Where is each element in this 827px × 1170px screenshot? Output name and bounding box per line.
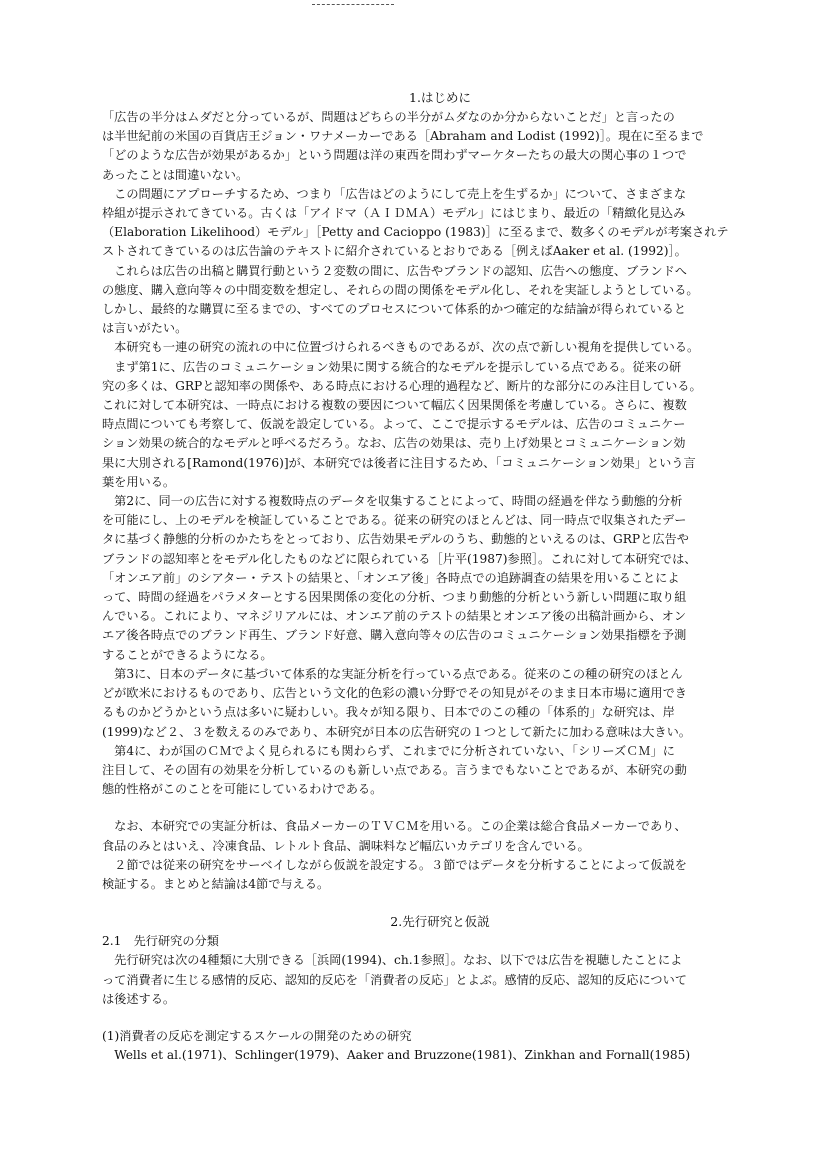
text-line: まず第1に、広告のコミュニケーション効果に関する統合的なモデルを提示している点である。従来の研 bbox=[102, 359, 682, 374]
paragraph bbox=[102, 492, 778, 665]
paragraph bbox=[102, 108, 778, 185]
text-line: るものかどうかという点は多いに疑わしい。我々が知る限り、日本でのこの種の「体系的」な研究は、岸 bbox=[102, 705, 675, 720]
text-line: しかし、最終的な購買に至るまでの、すべてのプロセスについて体系的かつ確定的な結論が得られていると bbox=[102, 302, 687, 317]
list-item-1-title: (1)消費者の反応を測定するスケールの開発のための研究 bbox=[102, 1028, 412, 1043]
text-line: Wells et al.(1971)、Schlinger(1979)、Aaker and Bruzzone(1981)、Zinkhan and Fornall(1985) bbox=[114, 1048, 691, 1063]
text-line: どが欧米におけるものであり、広告という文化的色彩の濃い分野でその知見がそのまま日本市場に適用でき bbox=[102, 686, 687, 701]
text-line: 葉を用いる。 bbox=[102, 474, 176, 489]
text-line: ブランドの認知率とをモデル化したものなどに限られている［片平(1987)参照］。これに対して本研究では、 bbox=[102, 551, 697, 566]
paragraph bbox=[102, 262, 778, 339]
text-line: 検証する。まとめと結論は4節で与える。 bbox=[102, 876, 330, 891]
text-line: を可能にし、上のモデルを検証していることである。従来の研究のほとんどは、同一時点で収集されたデー bbox=[102, 513, 687, 528]
scan-edge-mark bbox=[312, 4, 394, 5]
subsection-2-1-title: 2.1 先行研究の分類 bbox=[102, 934, 219, 949]
text-line: って、時間の経過をパラメターとする因果関係の変化の分析、つまり動態的分析という新しい問題に取り組 bbox=[102, 590, 687, 605]
paragraph bbox=[102, 185, 778, 262]
text-line: ストされてきているのは広告論のテキストに紹介されているとおりである［例えばAaker et al. (1992)］。 bbox=[102, 244, 687, 259]
text-line: (1999)など２、３を数えるのみであり、本研究が日本の広告研究の１つとして新たに加わる意味は大きい。 bbox=[102, 724, 691, 739]
text-line: なお、本研究での実証分析は、食品メーカーのＴＶＣＭを用いる。この企業は総合食品メーカーであり、 bbox=[102, 819, 687, 834]
text-line: 先行研究は次の4種類に大別できる［浜岡(1994)、ch.1参照］。なお、以下では広告を視聴したことによ bbox=[102, 953, 683, 968]
paragraph bbox=[102, 358, 778, 492]
text-line: は半世紀前の米国の百貨店王ジョン・ワナメーカーである［Abraham and Lodist (1992)］。現在に至るまで bbox=[102, 129, 704, 144]
text-line: 「オンエア前」のシアター・テストの結果と、「オンエア後」各時点での追跡調査の結果を用いることによ bbox=[102, 570, 680, 585]
list-item-1-references bbox=[102, 1046, 778, 1065]
text-line: ション効果の統合的なモデルと呼べるだろう。なお、広告の効果は、売り上げ効果とコミュニケーション効 bbox=[102, 436, 686, 451]
text-line: これに対して本研究は、一時点における複数の要因について幅広く因果関係を考慮している。さらに、複数 bbox=[102, 398, 687, 413]
text-line: んでいる。これにより、マネジリアルには、オンエア前のテストの結果とオンエア後の出稿計画から、オン bbox=[102, 609, 687, 624]
paragraph bbox=[102, 817, 778, 855]
document-body bbox=[102, 88, 778, 1065]
paragraph bbox=[102, 742, 778, 800]
text-line: これらは広告の出稿と購買行動という２変数の間に、広告やブランドの認知、広告への態度、ブランドへ bbox=[102, 263, 687, 278]
text-line: 本研究も一連の研究の流れの中に位置づけられるべきものであるが、次の点で新しい視角を提供している。 bbox=[102, 340, 700, 355]
text-line: 枠組が提示されてきている。古くは「アイドマ（ＡＩＤＭＡ）モデル」にはじまり、最近の「精緻化見込み bbox=[102, 206, 686, 221]
text-line: 第2に、同一の広告に対する複数時点のデータを収集することによって、時間の経過を伴なう動態的分析 bbox=[102, 494, 683, 509]
text-line: 態的性格がこのことを可能にしているわけである。 bbox=[102, 782, 383, 797]
text-line: は後述する。 bbox=[102, 991, 176, 1006]
text-line: 「広告の半分はムダだと分っているが、問題はどちらの半分がムダなのか分からないことだ」と言ったの bbox=[102, 110, 675, 124]
paragraph bbox=[102, 856, 778, 894]
paragraph bbox=[102, 951, 778, 1009]
text-line: 時点間についても考察して、仮説を設定している。よって、ここで提示するモデルは、広告のコミュニケー bbox=[102, 417, 686, 432]
paragraph bbox=[102, 665, 778, 742]
text-line: の態度、購入意向等々の中間変数を想定し、それらの間の関係をモデル化し、それを実証しようとしている。 bbox=[102, 282, 699, 297]
text-line: 食品のみとはいえ、冷凍食品、レトルト食品、調味料など幅広いカテゴリを含んでいる。 bbox=[102, 838, 590, 853]
text-line: 第3に、日本のデータに基づいて体系的な実証分析を行っている点である。従来のこの種の研究のほとん bbox=[102, 666, 683, 681]
text-line: （Elaboration Likelihood）モデル」［Petty and Cacioppo (1983)］に至るまで、数多くのモデルが考案されテ bbox=[102, 225, 729, 240]
text-line: は言いがたい。 bbox=[102, 321, 188, 336]
text-line: ２節では従来の研究をサーベイしながら仮説を設定する。３節ではデータを分析することによって仮説を bbox=[102, 857, 687, 872]
text-line: 果に大別される[Ramond(1976)]が、本研究では後者に注目するため、「コミュニケーション効果」という言 bbox=[102, 455, 696, 470]
text-line: 第4に、わが国のＣＭでよく見られるにも関わらず、これまでに分析されていない、「シリーズＣＭ」に bbox=[102, 743, 675, 758]
text-line: この問題にアプローチするため、つまり「広告はどのようにして売上を生ずるか」について、さまざまな bbox=[102, 186, 687, 201]
text-line: することができるようになる。 bbox=[102, 647, 273, 662]
text-line: 「どのような広告が効果があるか」という問題は洋の東西を問わずマーケターたちの最大の関心事の１つで bbox=[102, 148, 687, 163]
text-line: 究の多くは、GRPと認知率の関係や、ある時点における心理的過程など、断片的な部分にのみ注目している。 bbox=[102, 378, 702, 393]
text-line: あったことは間違いない。 bbox=[102, 167, 249, 182]
text-line: 注目して、その固有の効果を分析しているのも新しい点である。言うまでもないことであるが、本研究の動 bbox=[102, 762, 687, 777]
paragraph bbox=[102, 338, 778, 357]
text-line: タに基づく静態的分析のかたちをとっており、広告効果モデルのうち、動態的といえるのは、GRPと広告や bbox=[102, 532, 689, 547]
section-2-title: 2.先行研究と仮説 bbox=[390, 914, 490, 930]
text-line: エア後各時点でのブランド再生、ブランド好意、購入意向等々の広告のコミュニケーション効果指標を予測 bbox=[102, 628, 687, 643]
section-1-title: 1.はじめに bbox=[409, 90, 471, 105]
text-line: って消費者に生じる感情的反応、認知的反応を「消費者の反応」とよぶ。感情的反応、認知的反応について bbox=[102, 972, 687, 987]
